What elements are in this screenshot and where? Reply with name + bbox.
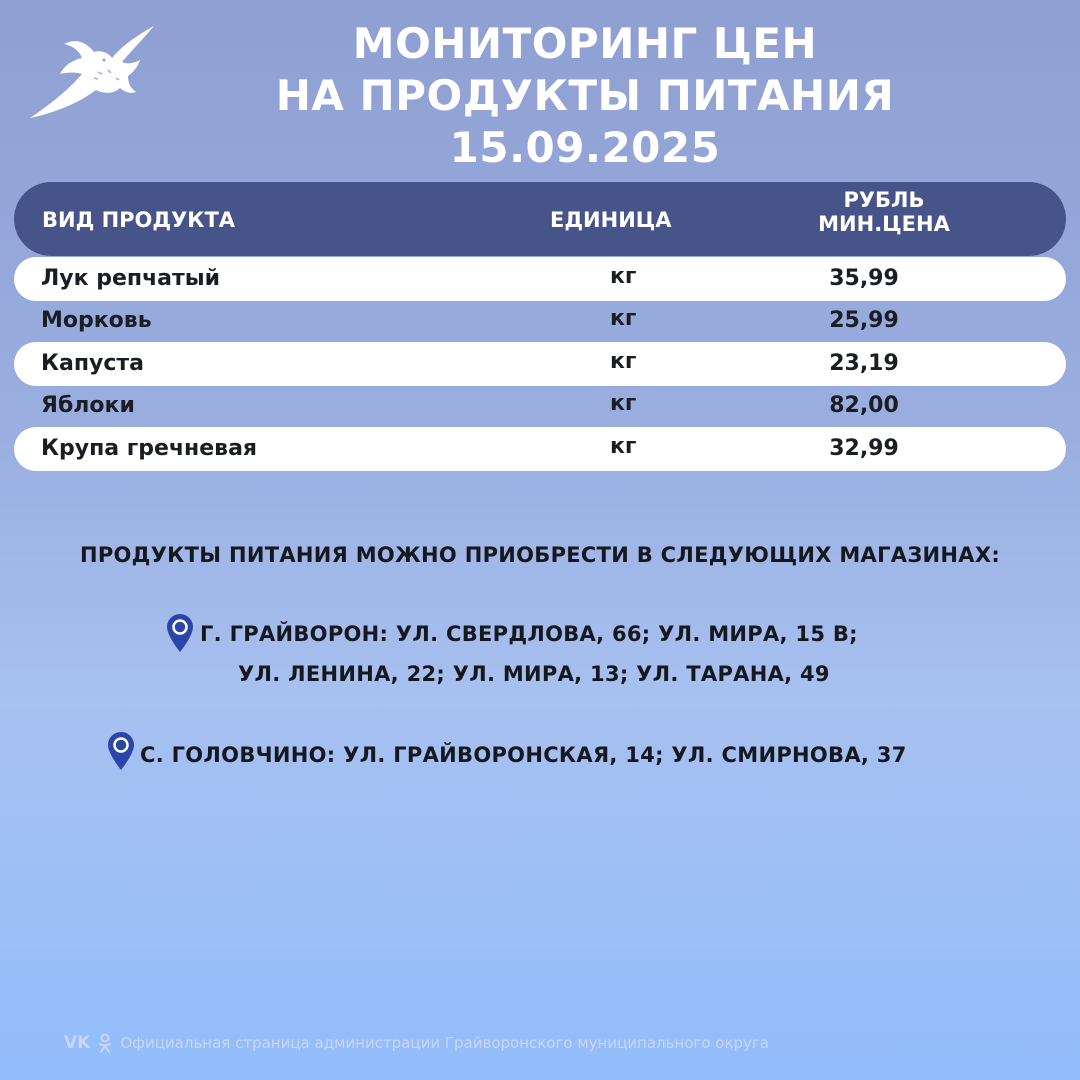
address-golovchino: С. ГОЛОВЧИНО: УЛ. ГРАЙВОРОНСКАЯ, 14; УЛ. СМИРНОВА, 37 xyxy=(140,743,907,767)
stores-heading: ПРОДУКТЫ ПИТАНИЯ МОЖНО ПРИОБРЕСТИ В СЛЕДУЮЩИХ МАГАЗИНАХ: xyxy=(79,543,1001,567)
title-date: 15.09.2025 xyxy=(449,123,721,172)
product-unit: кг xyxy=(610,264,637,289)
product-price: 23,19 xyxy=(829,351,899,376)
footer-text: Официальная страница администрации Грайворонского муниципального округа xyxy=(120,1034,769,1052)
product-name: Капуста xyxy=(41,351,145,376)
odnoklassniki-icon[interactable] xyxy=(98,1033,112,1053)
product-unit: кг xyxy=(610,434,637,459)
location-pin-icon xyxy=(107,731,135,771)
address-graivoron-line1: Г. ГРАЙВОРОН: УЛ. СВЕРДЛОВА, 66; УЛ. МИРА, 15 В; xyxy=(200,622,858,646)
product-price: 32,99 xyxy=(829,436,899,461)
page-title xyxy=(0,18,1080,174)
product-name: Лук репчатый xyxy=(41,266,221,291)
product-price: 82,00 xyxy=(829,393,899,418)
footer xyxy=(64,1033,769,1053)
table-row xyxy=(14,257,1066,301)
vk-icon[interactable]: VK xyxy=(64,1033,91,1053)
product-unit: кг xyxy=(610,306,637,331)
title-line-1: МОНИТОРИНГ ЦЕН xyxy=(352,19,818,68)
product-name: Яблоки xyxy=(41,393,135,418)
product-price: 35,99 xyxy=(829,266,899,291)
location-pin-icon xyxy=(166,613,194,653)
product-unit: кг xyxy=(610,391,637,416)
column-header-price-line1: РУБЛЬ xyxy=(843,188,925,212)
table-row xyxy=(14,384,1066,428)
table-header xyxy=(14,182,1066,256)
product-price: 25,99 xyxy=(829,308,899,333)
title-line-2: НА ПРОДУКТЫ ПИТАНИЯ xyxy=(275,71,895,120)
column-header-price xyxy=(784,188,984,236)
table-row xyxy=(14,427,1066,471)
product-name: Крупа гречневая xyxy=(41,436,258,461)
table-row xyxy=(14,299,1066,343)
column-header-unit: ЕДИНИЦА xyxy=(550,208,672,232)
product-unit: кг xyxy=(610,349,637,374)
column-header-product: ВИД ПРОДУКТА xyxy=(42,208,236,232)
table-row xyxy=(14,342,1066,386)
address-graivoron-line2: УЛ. ЛЕНИНА, 22; УЛ. МИРА, 13; УЛ. ТАРАНА, 49 xyxy=(238,662,830,686)
column-header-price-line2: МИН.ЦЕНА xyxy=(818,212,950,236)
product-name: Морковь xyxy=(41,308,152,333)
